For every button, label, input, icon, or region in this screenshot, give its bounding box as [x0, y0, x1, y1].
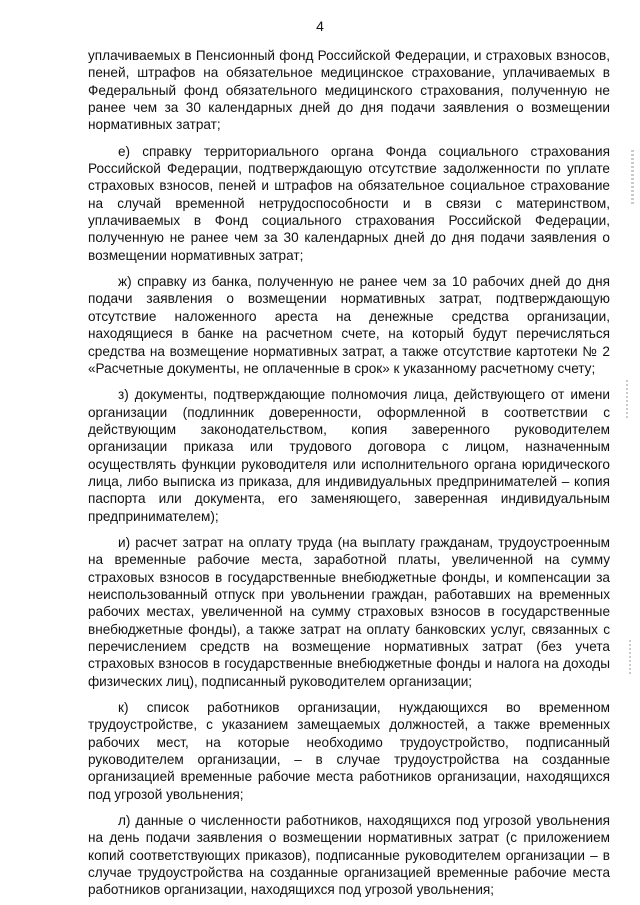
paragraph-continuation: уплачиваемых в Пенсионный фонд Российской Федерации, и страховых взносов, пеней, штрафов на обязательное медицинское страхование, уплачиваемых в Федеральный фонд обязательного медицинского страхования, полученную не ранее чем за 30 календарных дней до дня подачи заявления о возмещении нормативных затрат; [88, 48, 610, 133]
scan-artifact-mark [626, 380, 628, 420]
paragraph-item-e: е) справку территориального органа Фонда социального страхования Российской Федерации, подтверждающую отсутствие задолженности по уплате страховых взносов, пеней и штрафов на обязательное социальное страхование на случай временной нетрудоспособности и в связи с материнством, уплачиваемых в Фонд социального страхования Российской Федерации, полученную не ранее чем за 30 календарных дней до дня подачи заявления о возмещении нормативных затрат; [88, 143, 610, 263]
paragraph-item-k: к) список работников организации, нуждающихся во временном трудоустройстве, с указанием замещаемых должностей, а также временных рабочих мест, на которые необходимо трудоустройство, подписанный руководителем организации, – в случае трудоустройства на созданные организацией временные рабочие места работников организации, находящихся под угрозой увольнения; [88, 700, 610, 802]
paragraph-item-i: и) расчет затрат на оплату труда (на выплату гражданам, трудоустроенным на временные рабочие места, заработной платы, увеличенной на сумму страховых взносов в государственные внебюджетные фонды, и компенсации за неиспользованный отпуск при увольнении граждан, работавших на временных рабочих местах, увеличенной на сумму страховых взносов в государственные внебюджетные фонды), а также затрат на оплату банковских услуг, связанных с перечислением средств на возмещение нормативных затрат (без учета страховых взносов в государственные внебюджетные фонды и налога на доходы физических лиц), подписанный руководителем организации; [88, 534, 610, 689]
document-body [88, 47, 610, 899]
scan-artifact-mark [629, 640, 631, 675]
page-number: 4 [316, 18, 324, 34]
scan-artifact-mark [631, 150, 634, 205]
paragraph-item-zh: ж) справку из банка, полученную не ранее чем за 10 рабочих дней до дня подачи заявления о возмещении нормативных затрат, подтверждающую отсутствие наложенного ареста на денежные средства организации, находящиеся в банке на расчетном счете, на который будут перечисляться средства на возмещение нормативных затрат, а также отсутствие картотеки № 2 «Расчетные документы, не оплаченные в срок» к указанному расчетному счету; [88, 274, 610, 376]
paragraph-item-l: л) данные о численности работников, находящихся под угрозой увольнения на день подачи заявления о возмещении нормативных затрат (с приложением копий соответствующих приказов), подписанные руководителем организации – в случае трудоустройства на созданные организацией временные рабочие места работников организации, находящихся под угрозой увольнения; [88, 813, 610, 898]
paragraph-item-z: з) документы, подтверждающие полномочия лица, действующего от имени организации (подлинник доверенности, оформленной в соответствии с действующим законодательством, копия заверенного руководителем организации приказа или трудового договора с лицом, назначенным осуществлять функции руководителя или исполнительного органа юридического лица, либо выписка из приказа, для индивидуальных предпринимателей – копия паспорта или документа, его заменяющего, заверенная индивидуальным предпринимателем); [88, 387, 610, 524]
